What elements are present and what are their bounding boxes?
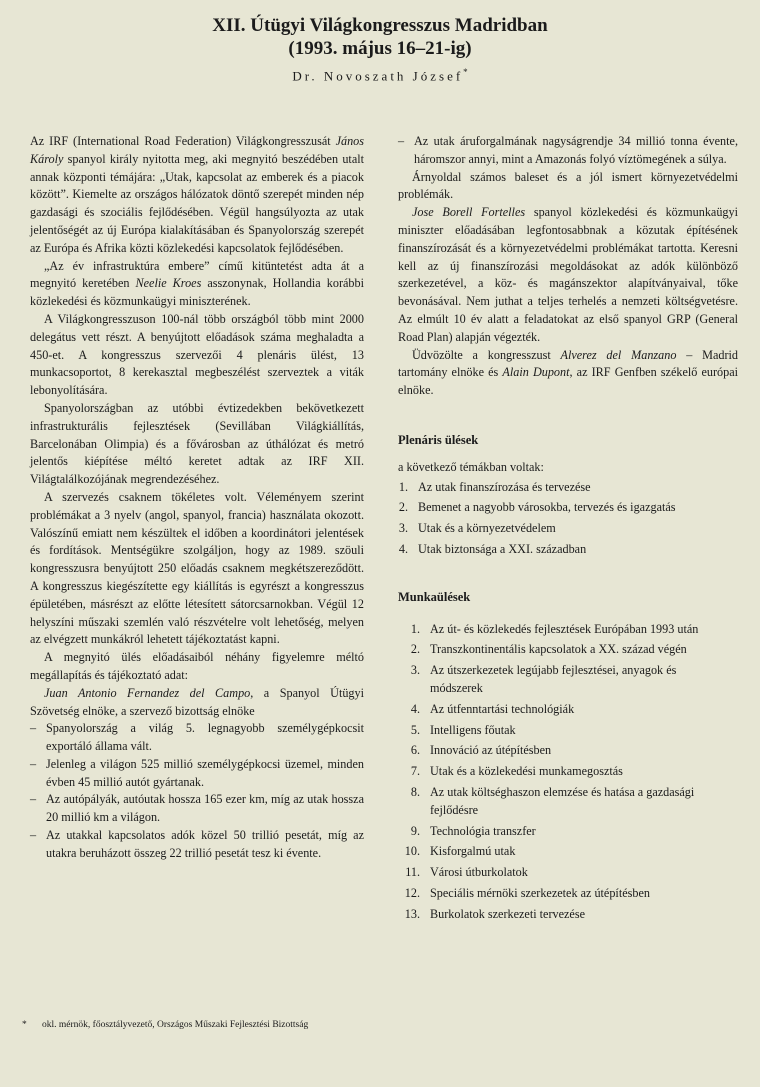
list-item: 4. Utak biztonsága a XXI. században [398,541,587,556]
dash-item: – Spanyolország a világ 5. legnagyobb személygépkocsit exportáló állama vált. [30,721,364,754]
paragraph-participation: A Világkongresszuson 100-nál több országból több mint 2000 delegátus vett részt. A benyújtott előadások száma meghaladta a 450-et. A kongresszus szervezői 4 plenáris ülést, 13 munkacsoportot, 8 kerekasztal megbeszélést szerveztek a viták lebonyolítására. [30,311,364,398]
plenary-intro: a következő témákban voltak: [398,459,544,474]
person-name: Neelie Kroes [135,276,202,291]
paragraph-downsides: Árnyoldal számos baleset és a jól ismert környezetvédelmi problémák. [398,169,738,202]
list-item: 6. Innováció az útépítésben [410,743,552,758]
list-item: 4. Az útfenntartási technológiák [410,701,575,716]
footnote-mark: * [22,1020,27,1030]
footnote-text: okl. mérnök, főosztályvezető, Országos Műszaki Fejlesztési Bizottság [42,1020,309,1030]
paragraph-organization: A szervezés csaknem tökéletes volt. Véleményem szerint problémákat a 3 nyelv (angol, spanyol, francia) használata okozott. Valószínű emiatt nem készültek el időben a koordinátori jelentések és fordítások. Mentségükre szolgáljon, hogy az 1989. szöuli kongresszusra benyújtott 250 előadás csaknem megkétszereződött. A kongresszus kiegészítette egy kiállítás is egyrészt a kongresszus épületében, másrészt az előtte létesített sátorcsarnokban. Végül 12 helyszíni műszaki szemlén való részvételre volt lehetőség, melyen az elvégzett munkákról lehetett tájékoztatást kapni. [30,489,364,647]
person-name: János Károly [30,134,364,166]
list-item: 9. Technológia transzfer [410,823,536,838]
person-name: Alain Dupont [502,365,570,380]
list-item: 13. Burkolatok szerkezeti tervezése [404,906,585,921]
author-name: Dr. Novoszath József* [292,67,468,84]
list-item: 2. Bemenet a nagyobb városokba, tervezés és igazgatás [398,500,676,515]
list-item: 11. Városi útburkolatok [405,865,528,880]
dash-item: – Az utakkal kapcsolatos adók közel 50 trillió pesetát, míg az utakra beruházott összeg 22 trillió pesetát tesz ki évente. [30,828,364,860]
dash-item: – Az utak áruforgalmának nagyságrendje 34 millió tonna évente, háromszor annyi, mint a Amazonás folyó víztömegének a súlya. [398,134,738,166]
list-item: 7. Utak és a közlekedési munkamegosztás [410,764,623,779]
list-item: 10. Kisforgalmú utak [404,844,516,859]
workshops-heading: Munkaülések [398,589,471,604]
paragraph-greetings: Üdvözölte a kongresszust Alverez del Manzano – Madrid tartomány elnöke és Alain Dupont, az IRF Genfben székelő európai elnöke. [398,347,738,398]
footnote [22,1020,722,1030]
plenary-list [388,479,738,559]
article-title-line1: XII. Útügyi Világkongresszus Madridban [212,15,548,36]
dash-item: – Az autópályák, autóutak hossza 165 ezer km, míg az utak hossza 20 millió km a világon. [30,792,364,825]
paragraph-award: „Az év infrastruktúra embere” című kitüntetést adta át a megnyitó keretében Neelie Kroes asszonynak, Hollandia korábbi közlekedési és közmunkaügyi miniszterének. [30,258,364,309]
paragraph-spain-infrastructure: Spanyolországban az utóbbi évtizedekben bekövetkezett infrastrukturális fejlesztések (Sevillában Világkiállítás, Barcelonában Olimpia) és a fővárosban az úthálózat és metró jelentős kiépítése méltó keretet adtak az IRF XII. Világtalálkozójának megrendezéséhez. [30,400,364,487]
list-item: 3. Utak és a környezetvédelem [398,521,556,536]
list-item: 1. Az út- és közlekedés fejlesztések Európában 1993 után [410,621,699,636]
paragraph-speaker: Juan Antonio Fernandez del Campo, a Spanyol Útügyi Szövetség elnöke, a szervező bizottság elnöke [30,685,364,718]
list-item: 8. Az utak költséghaszon elemzése és hatása a gazdasági fejlődésre [410,784,695,817]
person-name: Juan Antonio Fernandez del Campo [44,685,251,700]
list-item: 1. Az utak finanszírozása és tervezése [398,479,591,494]
dash-item: – Jelenleg a világon 525 millió személygépkocsi üzemel, minden évben 45 millió autót gyártanak. [30,756,364,789]
author-footnote-mark: * [463,67,468,77]
paragraph-opening: Az IRF (International Road Federation) Világkongresszusát János Károly spanyol király nyitotta meg, aki megnyitó beszédében utalt annak központi témájára: „Utak, kapcsolat az emberek és a piacok között”. Kiemelte az országos hálózatok döntő szerepét minden nép gazdasági és szociális fejlődésében. Végül hangsúlyozta az utak jelentőségét az új Európa kialakításában és Spanyolország szerepét az Európa és Afrika közti közlekedési kapcsolatok fejlődésében. [30,134,364,255]
article-header [0,14,760,84]
paragraph-opening-session: A megnyitó ülés előadásaiból néhány figyelemre méltó megállapítás és tájékoztató adat: [30,650,364,682]
person-name: Alverez del Manzano [560,347,677,362]
list-item: 2. Transzkontinentális kapcsolatok a XX. század végén [410,642,687,657]
list-item: 5. Intelligens főutak [410,722,516,737]
left-column [30,133,364,863]
person-name: Jose Borell Fortelles [412,205,526,220]
list-item: 3. Az útszerkezetek legújabb fejlesztései, anyagok és módszerek [410,663,677,695]
article-title-line2: (1993. május 16–21-ig) [288,38,472,59]
right-column [398,133,738,926]
workshops-list [392,621,738,924]
plenary-heading: Plenáris ülések [398,432,479,447]
paragraph-minister: Jose Borell Fortelles spanyol közlekedési és közmunkaügyi miniszter előadásában legfontosabbnak a közutak építésének finanszírozását és a környezetvédelmi problémákat tartotta. Keresni kell az új finanszírozási megoldásokat az adók különböző szerkezetével, a köz- és magánszektor alapítványaival, tőke bevonásával. Nem juthat a teljes terhelés a nemzeti költségvetésre. Az elmúlt 10 év alatt a feladatokat az első spanyol GRP (General Road Plan) alapján végezték. [398,205,739,344]
list-item: 12. Speciális mérnöki szerkezetek az útépítésben [404,885,650,900]
